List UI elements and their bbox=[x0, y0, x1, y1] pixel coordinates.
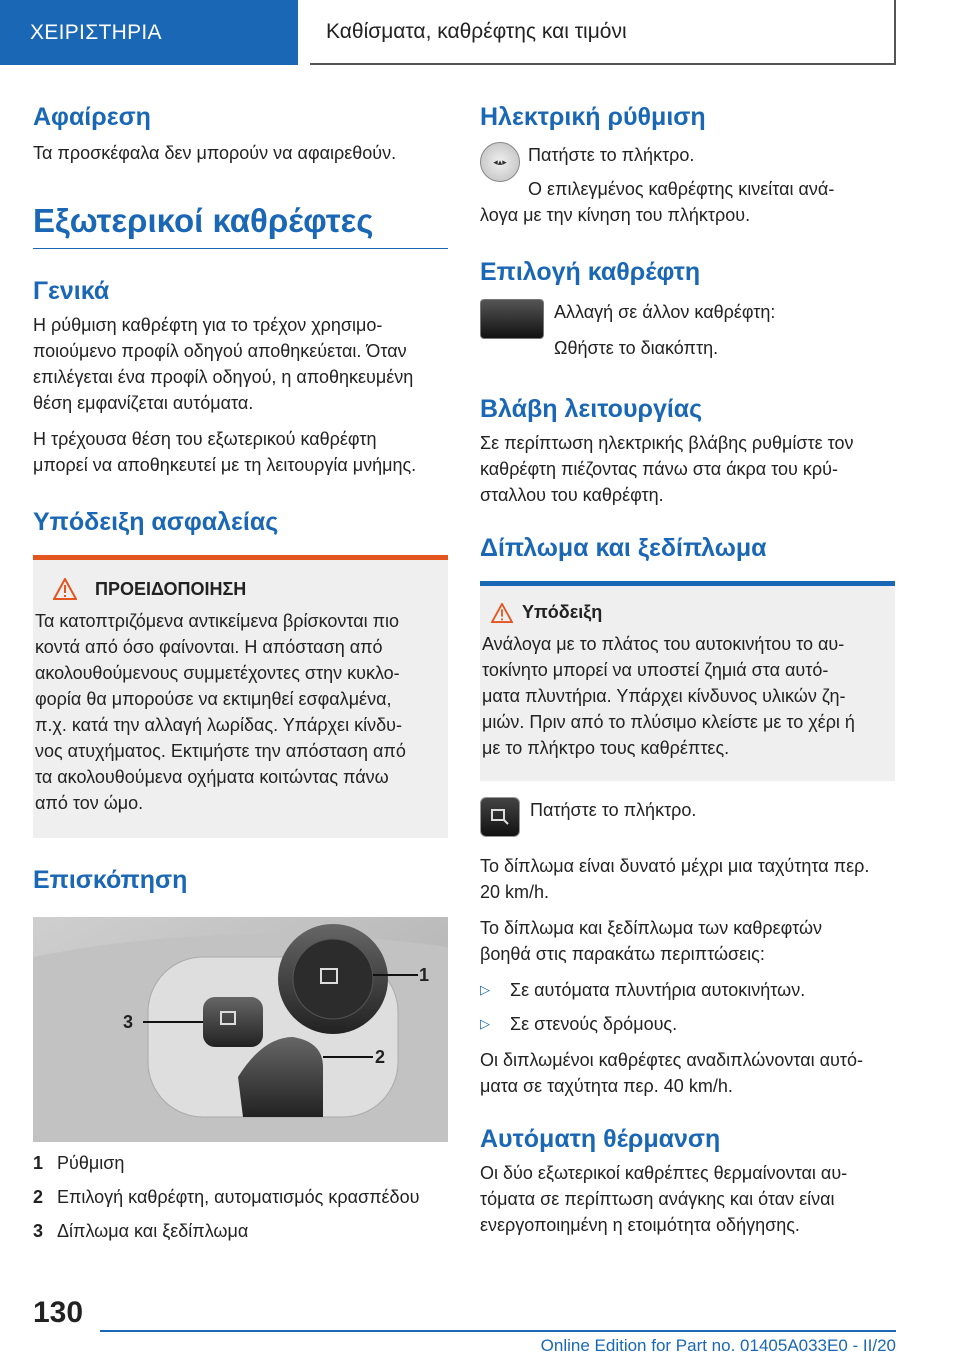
legend-text: Δίπλωμα και ξεδίπλωμα bbox=[57, 1221, 249, 1241]
edition-text: Online Edition for Part no. 01405A033E0 - II/20 bbox=[540, 1336, 896, 1355]
electric-line-3: λογα με την κίνηση του πλήκτρου. bbox=[480, 205, 751, 225]
removal-text: Τα προσκέφαλα δεν μπορούν να αφαιρεθούν. bbox=[33, 143, 397, 163]
warning-triangle-icon bbox=[35, 578, 95, 600]
general-paragraph-1 bbox=[33, 312, 448, 416]
heating-heading: Αυτόματη θέρμανση bbox=[480, 1125, 721, 1153]
text-line: βοηθά στις παρακάτω περιπτώσεις: bbox=[480, 944, 765, 964]
text-line: μιών. Πριν από το πλύσιμο κλείστε με το χέρι ή bbox=[482, 712, 855, 732]
warning-text bbox=[35, 608, 434, 816]
electric-heading: Ηλεκτρική ρύθμιση bbox=[480, 103, 706, 131]
warning-title-row bbox=[35, 578, 434, 600]
text-line: 20 km/h. bbox=[480, 882, 550, 902]
note-text bbox=[482, 631, 883, 761]
text-line: με το πλήκτρο τους καθρέπτες. bbox=[482, 738, 730, 758]
warning-title: ΠΡΟΕΙΔΟΠΟΙΗΣΗ bbox=[95, 578, 247, 599]
text-line: Η τρέχουσα θέση του εξωτερικού καθρέφτη bbox=[33, 429, 377, 449]
electric-row bbox=[480, 142, 895, 202]
text-line: φορία θα μπορούσε να εκτιμηθεί εσφαλμένα, bbox=[35, 689, 392, 709]
bullet-text: Σε στενούς δρόμους. bbox=[510, 1014, 678, 1034]
section-tab: ΧΕΙΡΙΣΤΗΡΙΑ bbox=[0, 0, 298, 65]
legend-item bbox=[33, 1150, 448, 1176]
electric-icon-wrap bbox=[480, 142, 528, 202]
bullet-item bbox=[480, 1011, 895, 1037]
note-triangle-icon bbox=[482, 603, 522, 623]
text-line: τα ακολουθούμενα οχήματα κοιτώντας πάνω bbox=[35, 767, 389, 787]
fold-icon-wrap bbox=[480, 797, 528, 837]
overview-legend bbox=[33, 1150, 448, 1244]
note-title-row bbox=[482, 602, 883, 623]
note-title: Υπόδειξη bbox=[522, 602, 603, 622]
footer-rule bbox=[100, 1330, 896, 1332]
text-line: Η ρύθμιση καθρέφτη για το τρέχον χρησιμο- bbox=[33, 315, 383, 335]
text-line: σταλλου του καθρέφτη. bbox=[480, 485, 664, 505]
failure-text bbox=[480, 430, 895, 508]
select-line-2: Ωθήστε το διακόπτη. bbox=[554, 338, 719, 358]
text-line: ακολουθούμενους συμμετέχοντες στην κυκλο- bbox=[35, 663, 400, 683]
text-line: Οι διπλωμένοι καθρέφτες αναδιπλώνονται αυτό- bbox=[480, 1050, 863, 1070]
bullet-triangle-icon: ▷ bbox=[480, 982, 490, 997]
page-number: 130 bbox=[33, 1296, 84, 1329]
bullet-triangle-icon: ▷ bbox=[480, 1016, 490, 1031]
mirrors-heading: Εξωτερικοί καθρέφτες bbox=[33, 202, 374, 239]
text-line: μπορεί να αποθηκευτεί με τη λειτουργία μνήμης. bbox=[33, 455, 417, 475]
legend-text: Επιλογή καθρέφτη, αυτοματισμός κρασπέδου bbox=[57, 1187, 420, 1207]
fold-bullets bbox=[480, 977, 895, 1037]
overview-heading: Επισκόπηση bbox=[33, 866, 188, 894]
fold-press-text: Πατήστε το πλήκτρο. bbox=[530, 800, 697, 820]
mirror-adjust-button-icon: ◂▴▸ bbox=[480, 142, 520, 182]
select-line-1: Αλλαγή σε άλλον καθρέφτη: bbox=[554, 302, 776, 322]
text-line: από τον ώμο. bbox=[35, 793, 144, 813]
electric-line-1: Πατήστε το πλήκτρο. bbox=[528, 145, 695, 165]
callout-1: 1 bbox=[419, 965, 430, 985]
bullet-item bbox=[480, 977, 895, 1003]
legend-item bbox=[33, 1184, 448, 1210]
text-line: θέση εμφανίζεται αυτόματα. bbox=[33, 393, 254, 413]
text-line: επιλέγεται ένα προφίλ οδηγού, η αποθηκευμένη bbox=[33, 367, 414, 387]
callout-2: 2 bbox=[375, 1047, 386, 1067]
text-line: Το δίπλωμα και ξεδίπλωμα των καθρεφτών bbox=[480, 918, 822, 938]
text-line: ματα πλυντήρια. Υπάρχει κίνδυνος υλικών ζη- bbox=[482, 686, 846, 706]
mirrors-rule bbox=[33, 248, 448, 249]
callout-3: 3 bbox=[123, 1012, 134, 1032]
select-row bbox=[480, 299, 895, 361]
warning-box bbox=[33, 560, 448, 838]
text-line: νος ατυχήματος. Εκτιμήστε την απόσταση από bbox=[35, 741, 406, 761]
text-line: Το δίπλωμα είναι δυνατό μέχρι μια ταχύτητα περ. bbox=[480, 856, 870, 876]
fold-press-row bbox=[480, 797, 895, 837]
bullet-text: Σε αυτόματα πλυντήρια αυτοκινήτων. bbox=[510, 980, 806, 1000]
legend-number: 2 bbox=[33, 1187, 44, 1207]
fold-paragraph-2 bbox=[480, 915, 895, 967]
fold-paragraph-3 bbox=[480, 1047, 895, 1099]
legend-item bbox=[33, 1218, 448, 1244]
removal-heading: Αφαίρεση bbox=[33, 103, 151, 131]
text-line: ενεργοποιημένη η ετοιμότητα οδήγησης. bbox=[480, 1215, 800, 1235]
general-paragraph-2 bbox=[33, 426, 448, 478]
folding-heading: Δίπλωμα και ξεδίπλωμα bbox=[480, 534, 767, 562]
select-heading: Επιλογή καθρέφτη bbox=[480, 258, 701, 286]
text-line: ματα σε ταχύτητα περ. 40 km/h. bbox=[480, 1076, 733, 1096]
switch-panel-photo bbox=[33, 917, 448, 1142]
text-line: κοντά από όσο φαίνονται. Η απόσταση από bbox=[35, 637, 383, 657]
select-icon-wrap bbox=[480, 299, 554, 361]
fold-paragraph-1 bbox=[480, 853, 895, 905]
general-heading: Γενικά bbox=[33, 277, 110, 305]
failure-heading: Βλάβη λειτουργίας bbox=[480, 395, 703, 423]
fold-button-icon bbox=[480, 797, 520, 837]
safety-heading: Υπόδειξη ασφαλείας bbox=[33, 508, 279, 536]
text-line: τόματα σε περίπτωση ανάγκης και όταν είναι bbox=[480, 1189, 835, 1209]
legend-number: 3 bbox=[33, 1221, 44, 1241]
left-column bbox=[33, 95, 448, 1244]
text-line: Τα κατοπτριζόμενα αντικείμενα βρίσκονται πιο bbox=[35, 611, 400, 631]
text-line: Σε περίπτωση ηλεκτρικής βλάβης ρυθμίστε τον bbox=[480, 433, 854, 453]
text-line: Οι δύο εξωτερικοί καθρέπτες θερμαίνονται αυ- bbox=[480, 1163, 848, 1183]
mirror-selector-switch-icon bbox=[480, 299, 544, 339]
right-column bbox=[480, 95, 895, 1238]
text-line: π.χ. κατά την αλλαγή λωρίδας. Υπάρχει κίνδυ- bbox=[35, 715, 402, 735]
text-line: τοκίνητο μπορεί να υποστεί ζημιά στα αυτό- bbox=[482, 660, 829, 680]
legend-text: Ρύθμιση bbox=[57, 1153, 125, 1173]
text-line: καθρέφτη πιέζοντας πάνω στα άκρα του κρύ- bbox=[480, 459, 838, 479]
electric-line-2: Ο επιλεγμένος καθρέφτης κινείται ανά- bbox=[528, 179, 835, 199]
note-box bbox=[480, 586, 895, 781]
page-title: Καθίσματα, καθρέφτης και τιμόνι bbox=[310, 0, 896, 65]
legend-number: 1 bbox=[33, 1153, 44, 1173]
heating-text bbox=[480, 1160, 895, 1238]
text-line: Ανάλογα με το πλάτος του αυτοκινήτου το αυ- bbox=[482, 634, 845, 654]
text-line: ποιούμενο προφίλ οδηγού αποθηκεύεται. Όταν bbox=[33, 341, 407, 361]
